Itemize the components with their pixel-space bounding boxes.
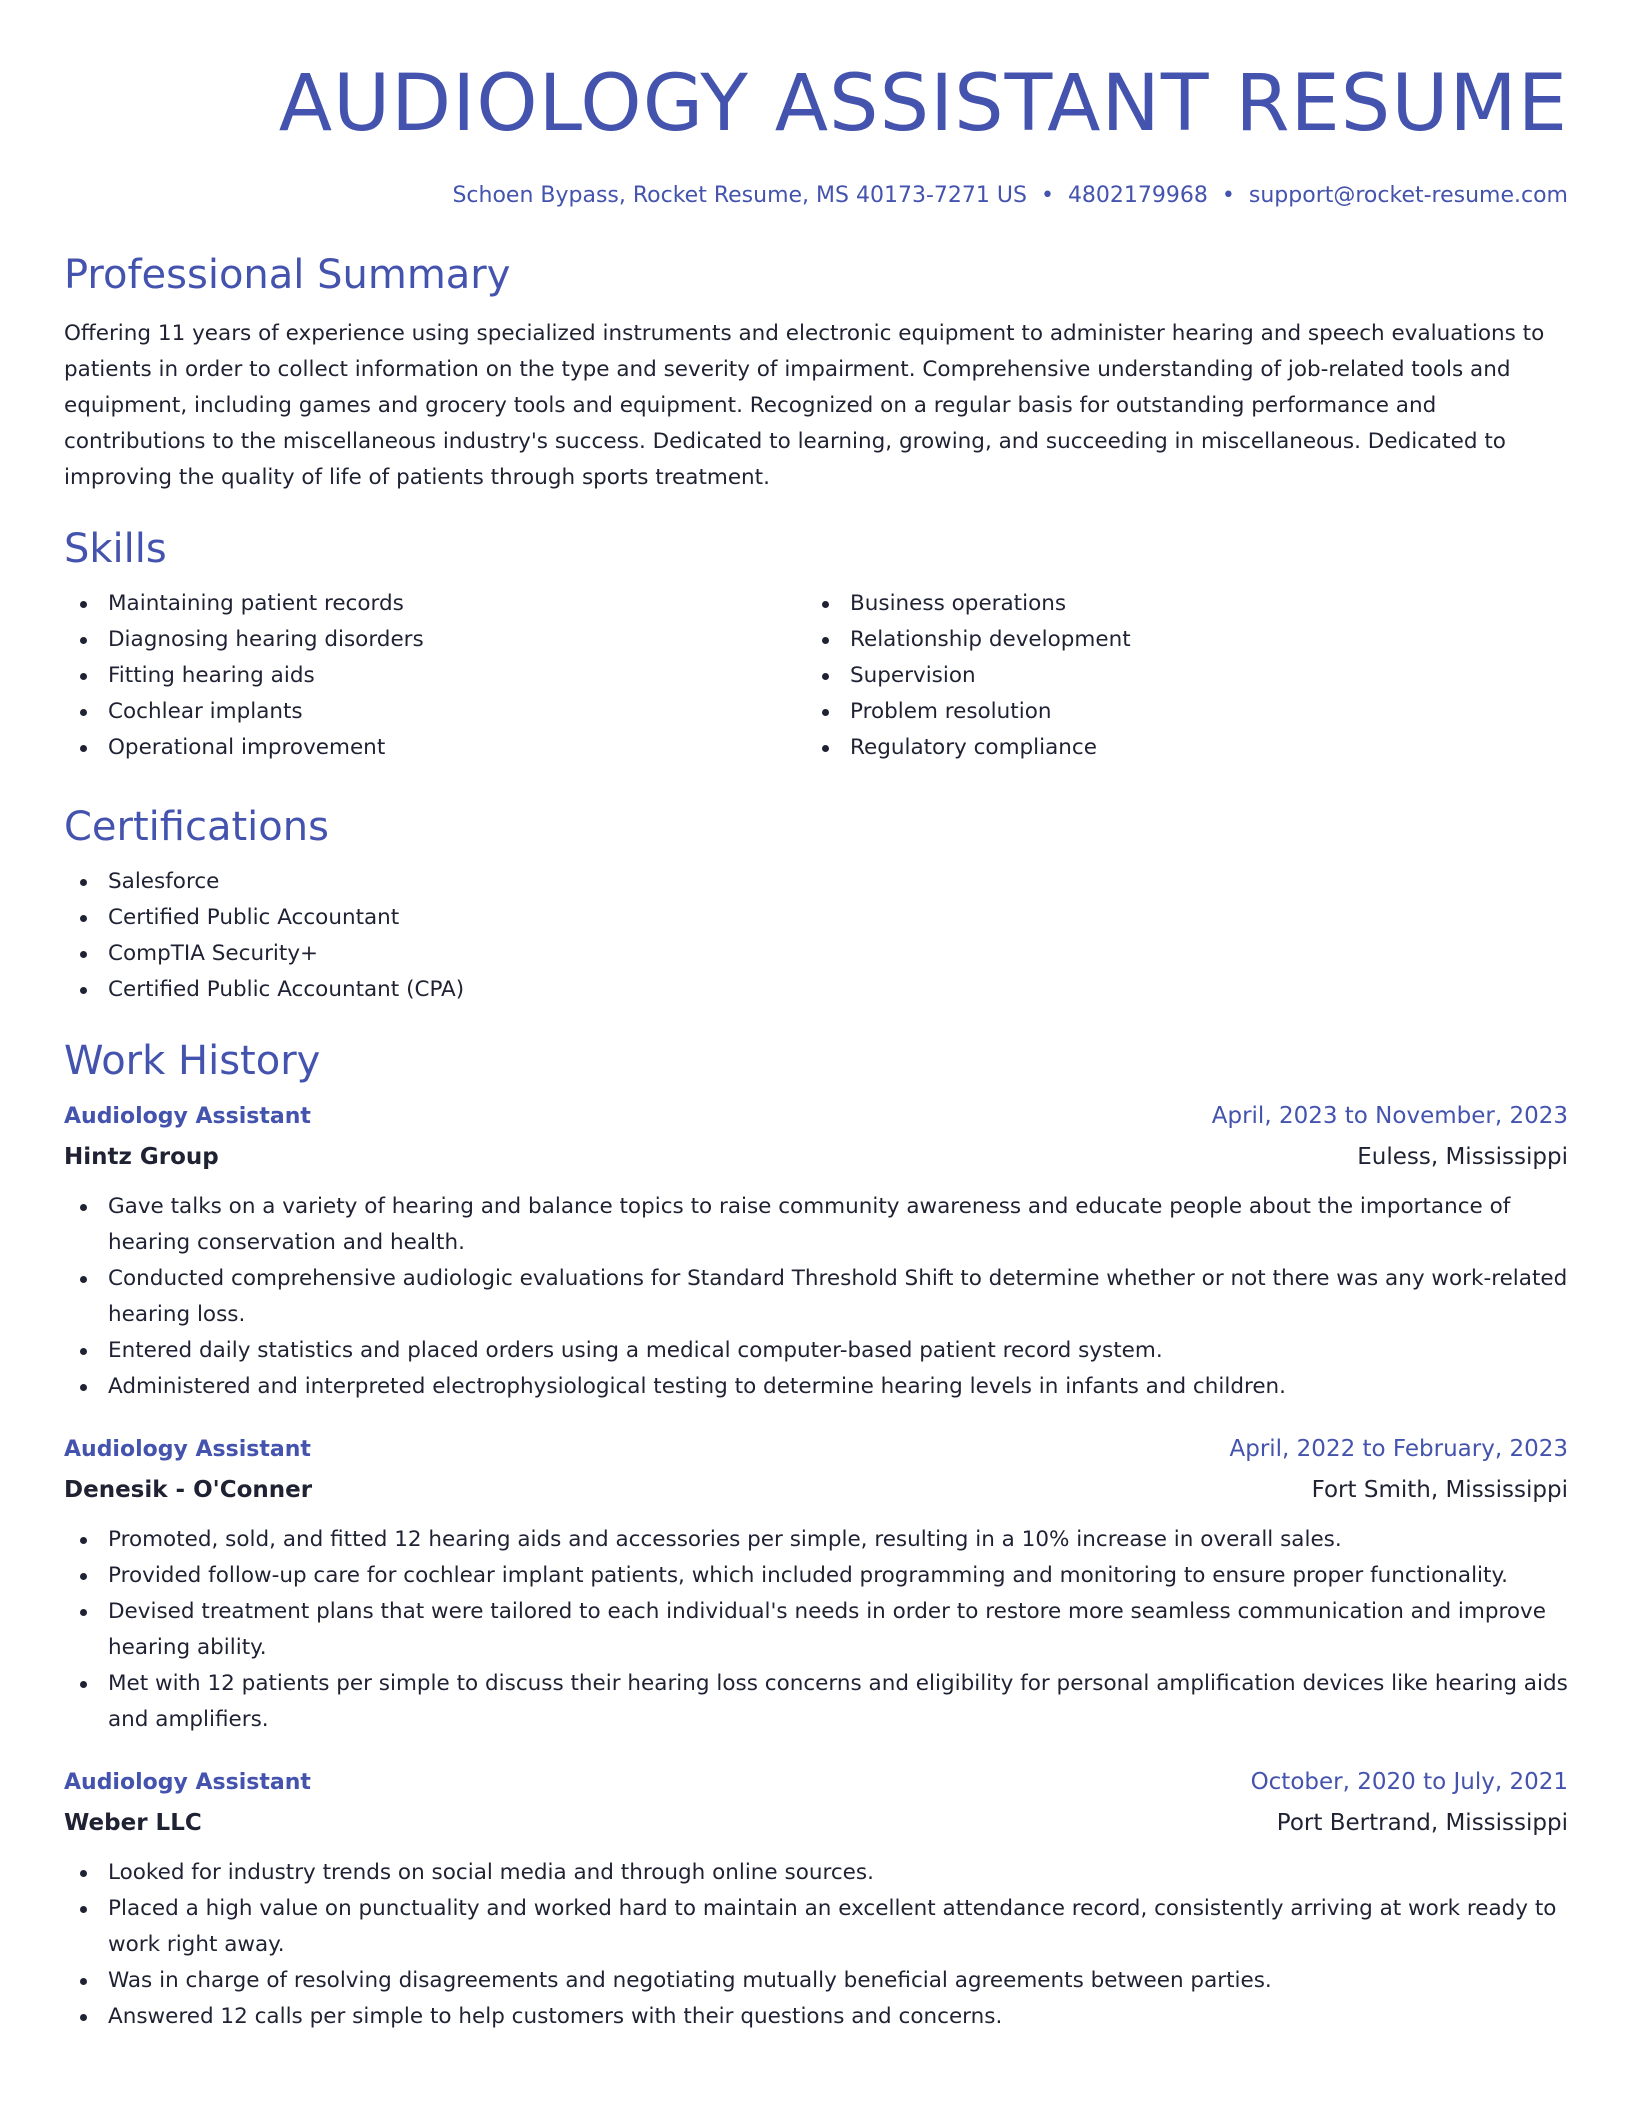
contact-email: support@rocket-resume.com — [1248, 183, 1568, 208]
skill-item: Maintaining patient records — [64, 586, 806, 622]
job-header — [64, 1762, 1568, 1803]
job-entry — [64, 1096, 1568, 1405]
job-subheader — [64, 1470, 1568, 1510]
section-heading-work-history: Work History — [64, 1038, 321, 1084]
skills-section — [64, 524, 1568, 766]
bullet-icon — [80, 1276, 87, 1283]
bullet-icon — [80, 1537, 87, 1544]
bullet-icon — [80, 1384, 87, 1391]
section-heading-summary: Professional Summary — [64, 252, 511, 298]
job-location: Euless, Mississippi — [1357, 1144, 1568, 1170]
job-company: Hintz Group — [64, 1144, 219, 1170]
job-header — [64, 1429, 1568, 1470]
summary-text: Offering 11 years of experience using specialized instruments and electronic equipment to administer hearing and speech evaluations to patients in order to collect information on the type and severity of impairment. Comprehensive understanding of job-related tools and equipment, including games and grocery tools and equipment. Recognized on a regular basis for outstanding performance and contributions to the miscellaneous industry's success. Dedicated to learning, growing, and succeeding in miscellaneous. Dedicated to improving the quality of life of patients through sports treatment. — [64, 321, 1545, 490]
bullet-icon — [80, 1204, 87, 1211]
bullet-icon — [822, 709, 829, 716]
bullet-icon — [822, 673, 829, 680]
resume-page — [64, 0, 1568, 2035]
job-location: Fort Smith, Mississippi — [1311, 1477, 1568, 1503]
skill-item: Regulatory compliance — [806, 730, 1548, 766]
bullet-icon — [822, 601, 829, 608]
job-bullet: Met with 12 patients per simple to discuss their hearing loss concerns and eligibility for personal amplification devices like hearing aids and amplifiers. — [64, 1666, 1568, 1738]
job-bullet: Looked for industry trends on social media and through online sources. — [64, 1855, 1568, 1891]
bullet-icon — [80, 1348, 87, 1355]
bullet-icon — [80, 1978, 87, 1985]
job-bullet-list — [64, 1855, 1568, 2035]
work-history-section — [64, 1036, 1568, 2035]
bullet-icon — [80, 1573, 87, 1580]
bullet-icon — [80, 915, 87, 922]
job-entry — [64, 1762, 1568, 2035]
job-subheader — [64, 1803, 1568, 1843]
job-bullet-list — [64, 1189, 1568, 1405]
job-bullet: Gave talks on a variety of hearing and balance topics to raise community awareness and educate people about the importance of hearing conservation and health. — [64, 1189, 1568, 1261]
job-bullet: Devised treatment plans that were tailored to each individual's needs in order to restore more seamless communication and improve hearing ability. — [64, 1594, 1568, 1666]
job-bullet: Conducted comprehensive audiologic evaluations for Standard Threshold Shift to determine whether or not there was any work-related hearing loss. — [64, 1261, 1568, 1333]
job-bullet: Entered daily statistics and placed orders using a medical computer-based patient record system. — [64, 1333, 1568, 1369]
section-heading-skills: Skills — [64, 526, 167, 572]
bullet-icon — [80, 745, 87, 752]
job-title: Audiology Assistant — [64, 1437, 311, 1462]
job-title: Audiology Assistant — [64, 1770, 311, 1795]
contact-separator: • — [1221, 183, 1235, 208]
bullet-icon — [80, 987, 87, 994]
professional-summary-section — [64, 250, 1568, 496]
resume-title: AUDIOLOGY ASSISTANT RESUME — [278, 59, 1568, 149]
job-dates: April, 2022 to February, 2023 — [1229, 1436, 1568, 1462]
certifications-section — [64, 802, 1568, 1008]
skills-list-left — [64, 586, 806, 766]
job-title: Audiology Assistant — [64, 1104, 311, 1129]
contact-address: Schoen Bypass, Rocket Resume, MS 40173-7271 US — [452, 183, 1027, 208]
bullet-icon — [822, 745, 829, 752]
certification-item: CompTIA Security+ — [64, 936, 1568, 972]
job-bullet: Provided follow-up care for cochlear implant patients, which included programming and monitoring to ensure proper functionality. — [64, 1558, 1568, 1594]
contact-separator: • — [1040, 183, 1054, 208]
job-bullet: Placed a high value on punctuality and worked hard to maintain an excellent attendance record, consistently arriving at work ready to work right away. — [64, 1891, 1568, 1963]
skills-list-right — [806, 586, 1548, 766]
bullet-icon — [80, 673, 87, 680]
skill-item: Diagnosing hearing disorders — [64, 622, 806, 658]
skill-item: Relationship development — [806, 622, 1548, 658]
skill-item: Fitting hearing aids — [64, 658, 806, 694]
job-bullet: Administered and interpreted electrophysiological testing to determine hearing levels in infants and children. — [64, 1369, 1568, 1405]
bullet-icon — [80, 709, 87, 716]
certification-item: Salesforce — [64, 864, 1568, 900]
bullet-icon — [80, 1906, 87, 1913]
job-bullet-list — [64, 1522, 1568, 1738]
job-bullet: Was in charge of resolving disagreements and negotiating mutually beneficial agreements between parties. — [64, 1963, 1568, 1999]
bullet-icon — [80, 951, 87, 958]
section-heading-certifications: Certifications — [64, 804, 329, 850]
job-company: Denesik - O'Conner — [64, 1477, 313, 1503]
skill-item: Problem resolution — [806, 694, 1548, 730]
certification-item: Certified Public Accountant — [64, 900, 1568, 936]
bullet-icon — [80, 879, 87, 886]
bullet-icon — [80, 637, 87, 644]
bullet-icon — [80, 1870, 87, 1877]
bullet-icon — [80, 1609, 87, 1616]
certifications-list — [64, 864, 1568, 1008]
skill-item: Cochlear implants — [64, 694, 806, 730]
job-header — [64, 1096, 1568, 1137]
job-location: Port Bertrand, Mississippi — [1276, 1810, 1568, 1836]
job-dates: October, 2020 to July, 2021 — [1250, 1769, 1568, 1795]
skill-item: Operational improvement — [64, 730, 806, 766]
job-bullet: Answered 12 calls per simple to help customers with their questions and concerns. — [64, 1999, 1568, 2035]
bullet-icon — [822, 637, 829, 644]
contact-phone: 4802179968 — [1067, 183, 1208, 208]
skill-item: Supervision — [806, 658, 1548, 694]
skills-columns — [64, 586, 1568, 766]
contact-line — [64, 180, 1568, 212]
certification-item: Certified Public Accountant (CPA) — [64, 972, 1568, 1008]
job-bullet: Promoted, sold, and fitted 12 hearing aids and accessories per simple, resulting in a 10% increase in overall sales. — [64, 1522, 1568, 1558]
bullet-icon — [80, 601, 87, 608]
bullet-icon — [80, 1681, 87, 1688]
skill-item: Business operations — [806, 586, 1548, 622]
bullet-icon — [80, 2014, 87, 2021]
job-company: Weber LLC — [64, 1810, 202, 1836]
job-dates: April, 2023 to November, 2023 — [1211, 1103, 1568, 1129]
job-entry — [64, 1429, 1568, 1738]
job-subheader — [64, 1137, 1568, 1177]
